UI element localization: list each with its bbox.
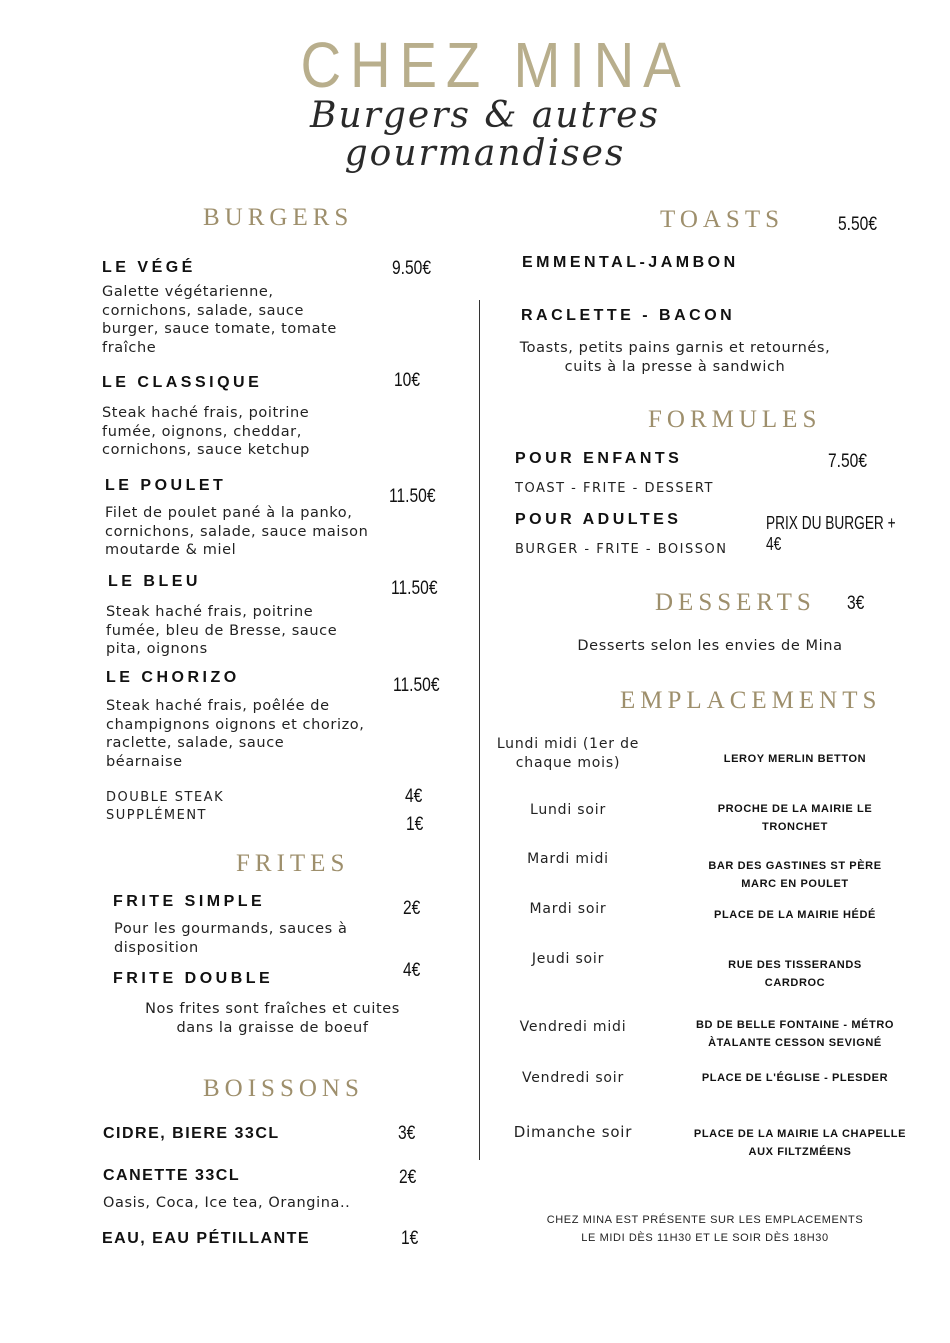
burger-price: 11.50€: [393, 675, 440, 696]
footer-note: CHEZ MINA EST PRÉSENTE SUR LES EMPLACEMENTS LE MIDI DÈS 11H30 ET LE SOIR DÈS 18H30: [546, 1214, 864, 1244]
burger-name: LE VÉGÉ: [102, 259, 196, 276]
column-divider: [479, 300, 480, 1160]
location-place: BAR DES GASTINES ST PÈRE MARC EN POULET: [708, 860, 882, 890]
burger-description: Steak haché frais, poitrine fumée, oignons, cheddar, cornichons, sauce ketchup: [102, 405, 310, 458]
toast-name: EMMENTAL-JAMBON: [522, 254, 739, 271]
location-place: PROCHE DE LA MAIRIE LE TRONCHET: [717, 803, 873, 833]
drink-price: 1€: [401, 1228, 419, 1249]
desserts-description: Desserts selon les envies de Mina: [577, 638, 843, 654]
formule-name: POUR ENFANTS: [515, 450, 683, 467]
extra-price: 4€: [405, 786, 423, 807]
burger-name: LE BLEU: [108, 573, 201, 590]
burger-name: LE CLASSIQUE: [102, 374, 263, 391]
section-title-emplacements: EMPLACEMENTS: [620, 687, 882, 714]
section-title-burgers: BURGERS: [203, 204, 354, 231]
extra-name: DOUBLE STEAK: [106, 790, 225, 805]
burger-name: LE CHORIZO: [106, 669, 240, 686]
formule-name: POUR ADULTES: [515, 511, 682, 528]
burger-description: Galette végétarienne, cornichons, salade, sauce burger, sauce tomate, tomate fraîche: [102, 284, 337, 356]
extra-name: SUPPLÉMENT: [106, 808, 207, 823]
location-place: RUE DES TISSERANDS CARDROC: [728, 959, 862, 989]
location-time: Jeudi soir: [531, 951, 605, 967]
frite-name: FRITE SIMPLE: [113, 893, 266, 910]
frite-price: 2€: [403, 898, 421, 919]
subtitle-line-1: Burgers & autres: [310, 95, 660, 136]
formule-price: PRIX DU BURGER + 4€: [766, 513, 896, 554]
location-place: PLACE DE L'ÉGLISE - PLESDER: [701, 1072, 889, 1084]
frite-name: FRITE DOUBLE: [113, 970, 274, 987]
section-title-boissons: BOISSONS: [203, 1075, 364, 1102]
burger-description: Steak haché frais, poêlée de champignons oignons et chorizo, raclette, salade, sauce béarnaise: [106, 698, 365, 770]
section-title-formules: FORMULES: [648, 406, 822, 433]
drink-name: CIDRE, BIERE 33CL: [103, 1125, 280, 1142]
burger-description: Steak haché frais, poitrine fumée, bleu de Bresse, sauce pita, oignons: [106, 604, 338, 657]
burger-name: LE POULET: [105, 477, 227, 494]
location-time: Mardi soir: [529, 901, 607, 917]
location-place: BD DE BELLE FONTAINE - MÉTRO ÀTALANTE CESSON SEVIGNÉ: [695, 1019, 895, 1049]
toasts-description: Toasts, petits pains garnis et retournés, cuits à la presse à sandwich: [519, 340, 831, 375]
frite-price: 4€: [403, 960, 421, 981]
extra-price: 1€: [406, 814, 424, 835]
toasts-price: 5.50€: [838, 214, 877, 235]
formule-description: TOAST - FRITE - DESSERT: [515, 481, 714, 496]
location-place: PLACE DE LA MAIRIE LA CHAPELLE AUX FILTZMÉENS: [693, 1128, 907, 1158]
burger-price: 10€: [394, 370, 420, 391]
location-place: PLACE DE LA MAIRIE HÉDÉ: [714, 909, 876, 921]
subtitle-line-2: gourmandises: [344, 133, 626, 174]
drink-name: CANETTE 33CL: [103, 1167, 241, 1184]
drink-price: 2€: [399, 1167, 417, 1188]
location-time: Lundi midi (1er de chaque mois): [496, 736, 640, 771]
burger-description: Filet de poulet pané à la panko, cornichons, salade, sauce maison moutarde & miel: [105, 505, 369, 558]
location-time: Mardi midi: [527, 851, 609, 867]
toast-name: RACLETTE - BACON: [521, 307, 736, 324]
section-title-desserts: DESSERTS: [655, 589, 816, 616]
drink-description: Oasis, Coca, Ice tea, Orangina..: [103, 1195, 351, 1211]
location-time: Dimanche soir: [513, 1123, 633, 1141]
page-subtitle: [250, 95, 720, 174]
location-time: Vendredi midi: [519, 1019, 627, 1035]
formule-description: BURGER - FRITE - BOISSON: [515, 542, 728, 557]
desserts-price: 3€: [847, 593, 865, 614]
formule-price: 7.50€: [828, 451, 867, 472]
location-place: LEROY MERLIN BETTON: [723, 753, 867, 765]
location-time: Vendredi soir: [521, 1070, 625, 1086]
drink-name: EAU, EAU PÉTILLANTE: [102, 1230, 311, 1247]
location-time: Lundi soir: [529, 802, 607, 818]
section-title-toasts: TOASTS: [660, 206, 785, 233]
section-title-frites: FRITES: [236, 850, 350, 877]
frite-description: Pour les gourmands, sauces à disposition: [114, 921, 348, 956]
burger-price: 9.50€: [392, 258, 431, 279]
burger-price: 11.50€: [389, 486, 436, 507]
page-title: CHEZ MINA: [300, 29, 690, 101]
drink-price: 3€: [398, 1123, 416, 1144]
frites-note: Nos frites sont fraîches et cuites dans la graisse de boeuf: [145, 1001, 400, 1036]
burger-price: 11.50€: [391, 578, 438, 599]
